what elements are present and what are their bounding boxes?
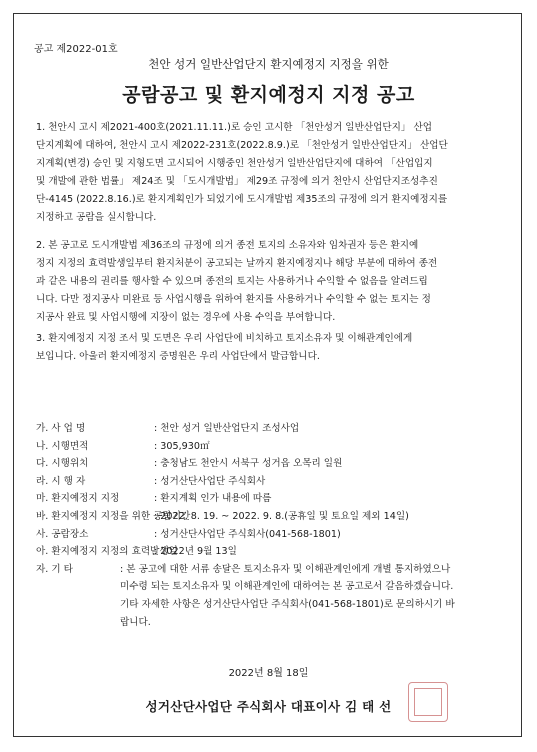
- paragraph-line: 2. 본 공고로 도시개발법 제36조의 규정에 의거 종전 토지의 소유자와 임차권자 등은 환지예: [36, 240, 419, 251]
- paragraph-line: 니다. 다만 정지공사 미완료 등 사업시행을 위하여 환지를 사용하거나 수익할 수 없는 토지는 정: [36, 294, 431, 305]
- paragraph-3: [36, 330, 506, 366]
- detail-key: 가. 사 업 명: [36, 423, 86, 434]
- detail-item-other: [36, 561, 511, 631]
- detail-item-operator: [36, 473, 511, 491]
- detail-key: 마. 환지예정지 지정: [36, 493, 120, 505]
- signer-name: 성거산단사업단 주식회사 대표이사 김 태 선: [145, 699, 392, 714]
- notice-date: 2022년 8월 18일: [228, 668, 309, 679]
- paragraph-line: 지계획(변경) 승인 및 지형도면 고시되어 시행중인 천안성거 일반산업단지에 대하여 「산업입지: [36, 158, 433, 169]
- detail-item-inspection-place: [36, 526, 511, 544]
- detail-key: 바. 환지예정지 지정을 위한 공람기간: [36, 510, 191, 522]
- paragraph-line: 1. 천안시 고시 제2021-400호(2021.11.11.)로 승인 고시한 「천안성거 일반산업단지」 산업: [36, 122, 433, 133]
- detail-item-effective-date: [36, 543, 511, 561]
- detail-item-location: [36, 455, 511, 473]
- detail-key: 나. 시행면적: [36, 440, 89, 452]
- detail-value: : 성거산단사업단 주식회사: [154, 475, 266, 487]
- paragraph-line: 지정하고 공람을 실시합니다.: [36, 212, 157, 223]
- detail-value: : 2022년 9월 13일: [154, 546, 237, 558]
- detail-value: : 환지계획 인가 내용에 따름: [154, 493, 272, 505]
- paragraph-2: [36, 237, 506, 327]
- detail-item-project-name: [36, 420, 511, 438]
- paragraph-line: 과 같은 내용의 권리를 행사할 수 있으며 종전의 토지는 사용하거나 수익할 수 없음을 알려드립: [36, 276, 428, 287]
- document-title: 공람공고 및 환지예정지 지정 공고: [122, 84, 415, 106]
- paragraph-line: 및 개발에 관한 법률」 제24조 및 「도시개발법」 제29조 규정에 의거 천안시 산업단지조성추진: [36, 176, 438, 187]
- detail-line: 미수령 되는 토지소유자 및 이해관계인에 대하여는 본 공고로서 갈음하겠습니다.: [120, 581, 454, 593]
- paragraph-line: 보입니다. 아울러 환지예정지 증명원은 우리 사업단에서 발급합니다.: [36, 351, 320, 362]
- notice-details-list: [36, 420, 511, 631]
- detail-line: : 본 공고에 대한 서류 송달은 토지소유자 및 이해관계인에게 개별 통지하였으나: [120, 563, 451, 575]
- paragraph-line: 정지 지정의 효력발생일부터 환지처분이 공고되는 날까지 환지예정지나 해당 부분에 대하여 종전: [36, 258, 438, 269]
- detail-line: 기타 자세한 사항은 성거산단사업단 주식회사(041-568-1801)로 문의하시기 바: [120, 598, 455, 610]
- document-subtitle: 천안 성거 일반산업단지 환지예정지 지정을 위한: [148, 57, 389, 71]
- detail-key: 라. 시 행 자: [36, 475, 86, 487]
- detail-value: : 천안 성거 일반산업단지 조성사업: [154, 423, 300, 434]
- paragraph-line: 단-4145 (2022.8.16.)로 환지계획인가 되었기에 도시개발법 제35조의 규정에 의거 환지예정지를: [36, 194, 448, 205]
- detail-value: [120, 561, 511, 631]
- detail-item-inspection-period: [36, 508, 511, 526]
- detail-key: 아. 환지예정지 지정의 효력발생일: [36, 546, 178, 558]
- detail-value: : 2022. 8. 19. ~ 2022. 9. 8.(공휴일 및 토요일 제외 14일): [154, 510, 409, 522]
- detail-item-area: [36, 438, 511, 456]
- detail-key: 다. 시행위치: [36, 458, 89, 470]
- detail-value: : 305,930㎡: [154, 440, 210, 452]
- detail-line: 랍니다.: [120, 616, 151, 628]
- detail-value: : 성거산단사업단 주식회사(041-568-1801): [154, 528, 341, 540]
- notice-number: 공고 제2022-01호: [34, 44, 118, 55]
- detail-value: : 충청남도 천안시 서북구 성거읍 오목리 일원: [154, 458, 343, 470]
- paragraph-line: 지공사 완료 및 사업시행에 지장이 없는 경우에 사용 수익을 부여합니다.: [36, 312, 336, 323]
- detail-item-designation: [36, 490, 511, 508]
- detail-key: 사. 공람장소: [36, 528, 89, 540]
- paragraph-line: 단지계획에 대하여, 천안시 고시 제2022-231호(2022.8.9.)로 「천안성거 일반산업단지」 산업단: [36, 140, 448, 151]
- detail-key: 자. 기 타: [36, 563, 73, 575]
- paragraph-1: [36, 119, 506, 227]
- paragraph-line: 3. 환지예정지 지정 조서 및 도면은 우리 사업단에 비치하고 토지소유자 및 이해관계인에게: [36, 333, 413, 344]
